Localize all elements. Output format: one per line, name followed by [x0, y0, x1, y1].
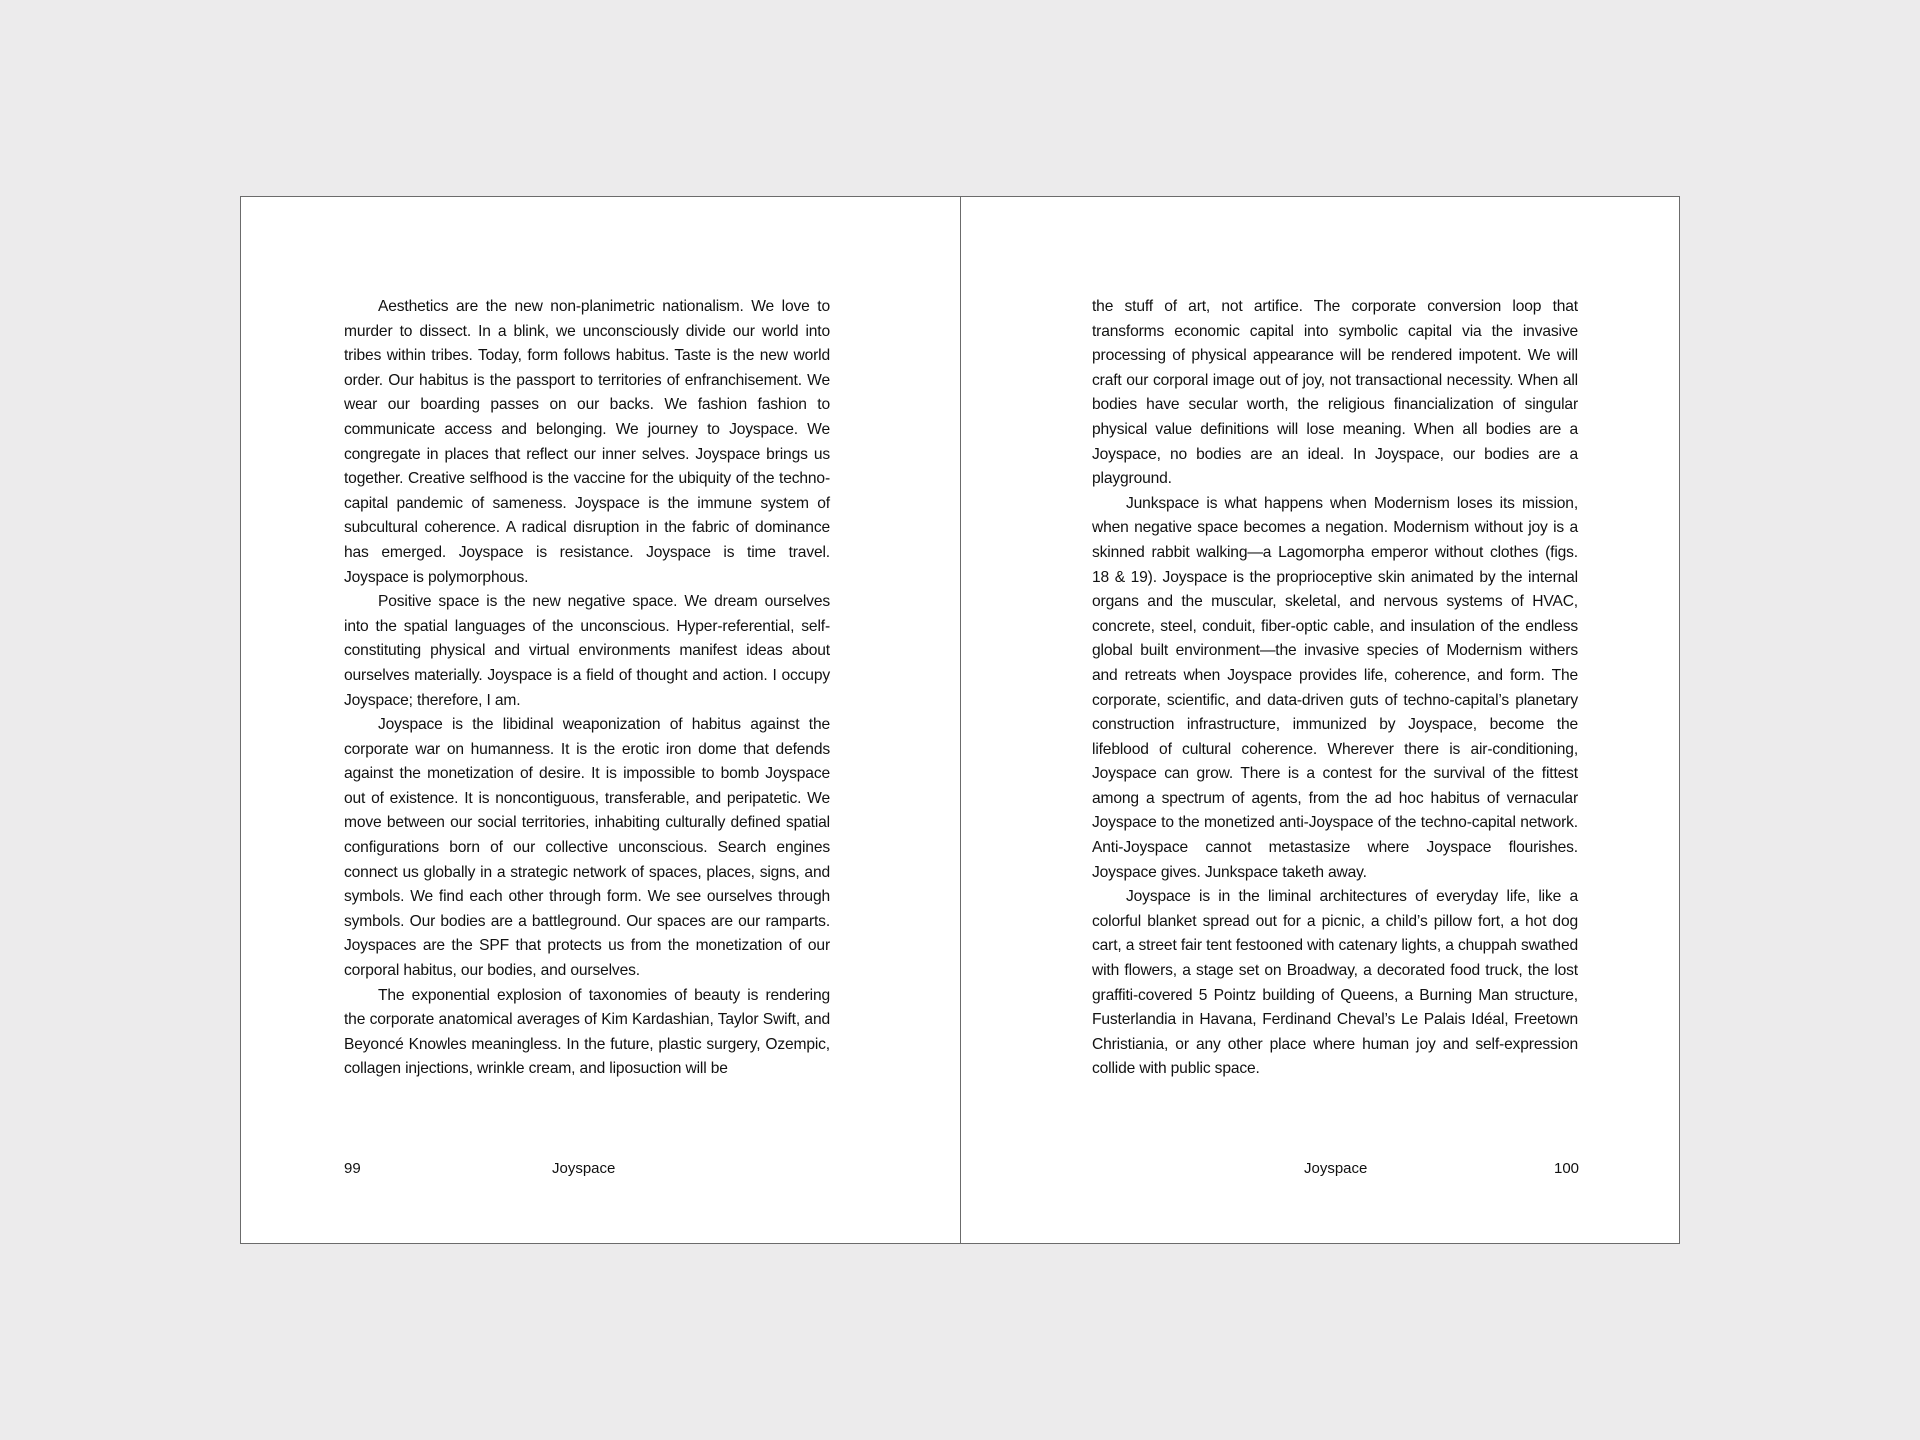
page-number: 99 [344, 1160, 361, 1177]
paragraph: Aesthetics are the new non-planimetric nationalism. We love to murder to dissect. In a blink, we unconsciously divide our world into tribes within tribes. Today, form follows habitus. Taste is the new world order. Our habitus is the passport to territories of enfranchisement. We wear our boarding passes on our backs. We fashion fashion to communicate access and belonging. We journey to Joyspace. We congregate in places that reflect our inner selves. Joyspace brings us together. Creative selfhood is the vaccine for the ubiquity of the techno-capital pandemic of sameness. Joyspace is the immune system of subcultural coherence. A radical disruption in the fabric of dominance has emerged. Joyspace is resistance. Joyspace is time travel. Joyspace is polymorphous. [344, 298, 830, 586]
paragraph: Joyspace is in the liminal architectures of everyday life, like a colorful blanket spread out for a picnic, a child’s pillow fort, a hot dog cart, a street fair tent festooned with catenary lights, a chuppah swathed with flowers, a stage set on Broadway, a decorated food truck, the lost graffiti-covered 5 Pointz building of Queens, a Burning Man structure, Fusterlandia in Havana, Ferdinand Cheval’s Le Palais Idéal, Freetown Christiania, or any other place where human joy and self-expression collide with public space. [1092, 888, 1578, 1078]
running-head: Joyspace [552, 1160, 616, 1177]
body-text [1092, 295, 1578, 1082]
paragraph: the stuff of art, not artifice. The corporate conversion loop that transforms economic capital into symbolic capital via the invasive processing of physical appearance will be rendered impotent. We will craft our corporal image out of joy, not transactional necessity. When all bodies have secular worth, the religious financialization of singular physical value definitions will lose meaning. When all bodies are a Joyspace, no bodies are an ideal. In Joyspace, our bodies are a playground. [1092, 298, 1578, 488]
left-page [241, 197, 960, 1243]
book-spread [240, 196, 1680, 1244]
right-page [961, 197, 1680, 1243]
body-text [344, 295, 830, 1082]
paragraph: Joyspace is the libidinal weaponization of habitus against the corporate war on humanness. It is the erotic iron dome that defends against the monetization of desire. It is impossible to bomb Joyspace out of existence. It is noncontiguous, transferable, and peripatetic. We move between our social territories, inhabiting culturally defined spatial configurations born of our collective unconscious. Search engines connect us globally in a strategic network of spaces, places, signs, and symbols. We find each other through form. We see ourselves through symbols. Our bodies are a battleground. Our spaces are our ramparts. Joyspaces are the SPF that protects us from the monetization of our corporal habitus, our bodies, and ourselves. [344, 716, 830, 980]
paragraph: Junkspace is what happens when Modernism loses its mission, when negative space becomes a negation. Modernism without joy is a skinned rabbit walking—a Lagomorpha emperor without clothes (figs. 18 & 19). Joyspace is the proprioceptive skin animated by the internal organs and the muscular, skeletal, and nervous systems of HVAC, concrete, steel, conduit, fiber-optic cable, and insulation of the endless global built environment—the invasive species of Modernism withers and retreats when Joyspace provides life, coherence, and form. The corporate, scientific, and data-driven guts of techno-capital’s planetary construction infrastructure, immunized by Joyspace, become the lifeblood of cultural coherence. Wherever there is air-conditioning, Joyspace can grow. There is a contest for the survival of the fittest among a spectrum of agents, from the ad hoc habitus of vernacular Joyspace to the monetized anti-Joyspace of the techno-capital network. Anti-Joyspace cannot metastasize where Joyspace flourishes. Joyspace gives. Junkspace taketh away. [1092, 494, 1578, 881]
page-number: 100 [1554, 1160, 1580, 1177]
paragraph: The exponential explosion of taxonomies of beauty is rendering the corporate anatomical averages of Kim Kardashian, Taylor Swift, and Beyoncé Knowles meaningless. In the future, plastic surgery, Ozempic, collagen injections, wrinkle cream, and liposuction will be [344, 986, 830, 1078]
paragraph: Positive space is the new negative space. We dream ourselves into the spatial languages of the unconscious. Hyper-referential, self-constituting physical and virtual environments manifest ideas about ourselves materially. Joyspace is a field of thought and action. I occupy Joyspace; therefore, I am. [344, 593, 830, 709]
running-head: Joyspace [1304, 1160, 1368, 1177]
